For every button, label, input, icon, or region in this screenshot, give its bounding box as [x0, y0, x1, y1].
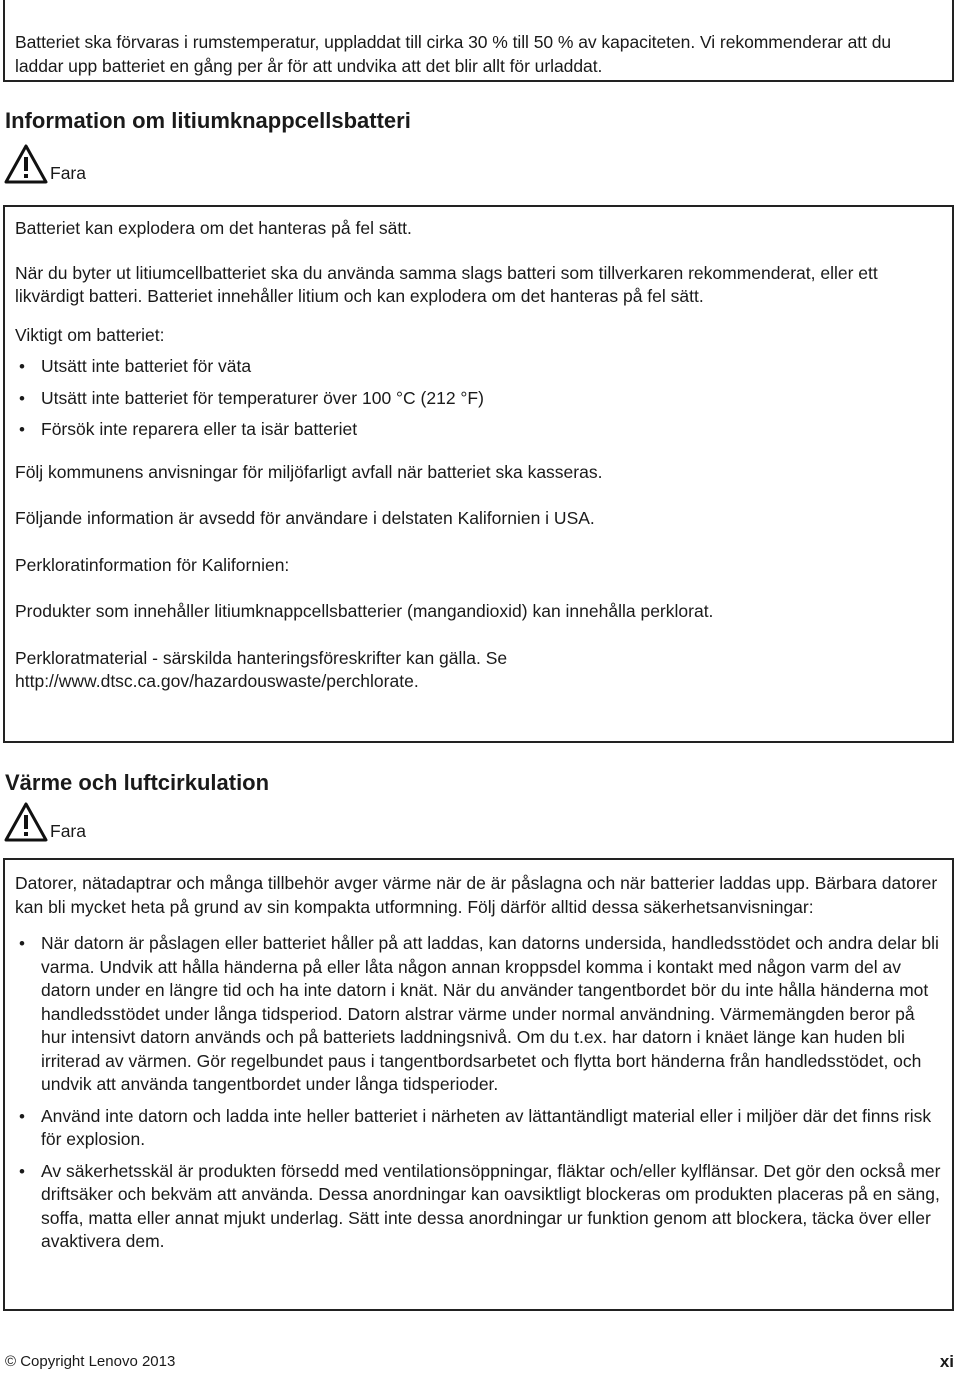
bullet-icon: •	[19, 420, 25, 439]
danger-label: Fara	[50, 821, 86, 841]
list-item: • Av säkerhetsskäl är produkten försedd med ventilationsöppningar, fläktar och/eller kylflänsar. Det gör den också mer driftsäker och bekväm att använda. Dessa anordningar kan oavsiktligt blockeras om produkten placeras på en säng, soffa, matta eller annat mjukt underlag. Sätt inte dessa anordningar ur funktion genom att blockera, täcka över eller avaktivera dem.	[19, 1160, 941, 1251]
list-item: • När datorn är påslagen eller batteriet håller på att laddas, kan datorns undersida, handledsstödet och andra delar bli varma. Undvik att hålla händerna på eller låta någon annan kroppsdel komma i kontakt med någon varm del av datorn under en längre tid och ha inte datorn i knät. När du använder tangentbordet bör du inte hålla händerna mot handledsstödet under långa tidsperiod. Datorn alstrar värme under normal användning. Värmemängden beror på hur intensivt datorn används och på batteriets laddningsnivå. Om du t.ex. har datorn i knäet länge kan huden bli irriterad av värmen. Gör regelbundet paus i tangentbordsarbetet och flytta bort händerna från handledsstödet, och undvik att använda tangentbordet under långa tidsperioder.	[19, 933, 939, 1094]
heat-bullet-list	[15, 932, 942, 1254]
danger-notice	[4, 801, 86, 843]
perchlorate-heading: Perkloratinformation för Kalifornien:	[15, 554, 290, 575]
explosion-warning: Batteriet kan explodera om det hanteras på fel sätt.	[15, 218, 412, 238]
copyright-text: © Copyright Lenovo 2013	[5, 1353, 176, 1370]
battery-bullet-list	[15, 355, 942, 442]
bullet-icon: •	[19, 1106, 25, 1126]
bullet-icon: •	[19, 388, 25, 408]
warning-triangle-icon	[4, 801, 48, 843]
list-item: • Utsätt inte batteriet för temperaturer över 100 °C (212 °F)	[15, 387, 942, 411]
page-number: xi	[939, 1352, 954, 1371]
heat-intro: Datorer, nätadaptrar och många tillbehör avger värme när de är påslagna och när batterier laddas upp. Bärbara datorer kan bli mycket heta på grund av sin kompakta utformning. Följ därför alltid dessa säkerhetsanvisningar:	[15, 873, 938, 917]
lithium-battery-box	[3, 205, 954, 743]
list-item: • Försök inte reparera eller ta isär batteriet	[15, 418, 942, 442]
danger-notice	[4, 143, 86, 185]
storage-notice-box	[3, 0, 954, 82]
warning-triangle-icon	[4, 143, 48, 185]
heat-airflow-box	[3, 858, 954, 1311]
list-item: • Använd inte datorn och ladda inte heller batteriet i närheten av lättantändligt material eller i miljöer där det finns risk för explosion.	[19, 1105, 932, 1149]
perchlorate-material: Perkloratmaterial - särskilda hanteringsföreskrifter kan gälla. Se http://www.dtsc.ca.gov/hazardouswaste/perchlorate.	[15, 647, 508, 691]
perchlorate-products: Produkter som innehåller litiumknappcellsbatterier (mangandioxid) kan innehålla perklorat.	[15, 601, 714, 621]
bullet-icon: •	[19, 1161, 25, 1181]
bullet-icon: •	[19, 357, 25, 376]
california-notice: Följande information är avsedd för användare i delstaten Kalifornien i USA.	[15, 508, 595, 528]
disposal-instructions: Följ kommunens anvisningar för miljöfarligt avfall när batteriet ska kasseras.	[15, 461, 603, 482]
danger-label: Fara	[50, 163, 86, 183]
replacement-instructions: När du byter ut litiumcellbatteriet ska du använda samma slags batteri som tillverkaren rekommenderat, eller ett likvärdigt batteri. Batteriet innehåller litium och kan explodera om det hanteras på fel sätt.	[15, 262, 878, 306]
storage-notice-text: Batteriet ska förvaras i rumstemperatur, uppladdat till cirka 30 % till 50 % av kapaciteten. Vi rekommenderar att du laddar upp batteriet en gång per år för att undvika att det blir allt för urladdat.	[15, 32, 892, 76]
section-heading-heat: Värme och luftcirkulation	[5, 770, 270, 795]
bullet-icon: •	[19, 934, 25, 953]
important-heading: Viktigt om batteriet:	[15, 324, 165, 345]
section-heading-lithium: Information om litiumknappcellsbatteri	[5, 108, 411, 133]
list-item: • Utsätt inte batteriet för väta	[15, 355, 942, 379]
